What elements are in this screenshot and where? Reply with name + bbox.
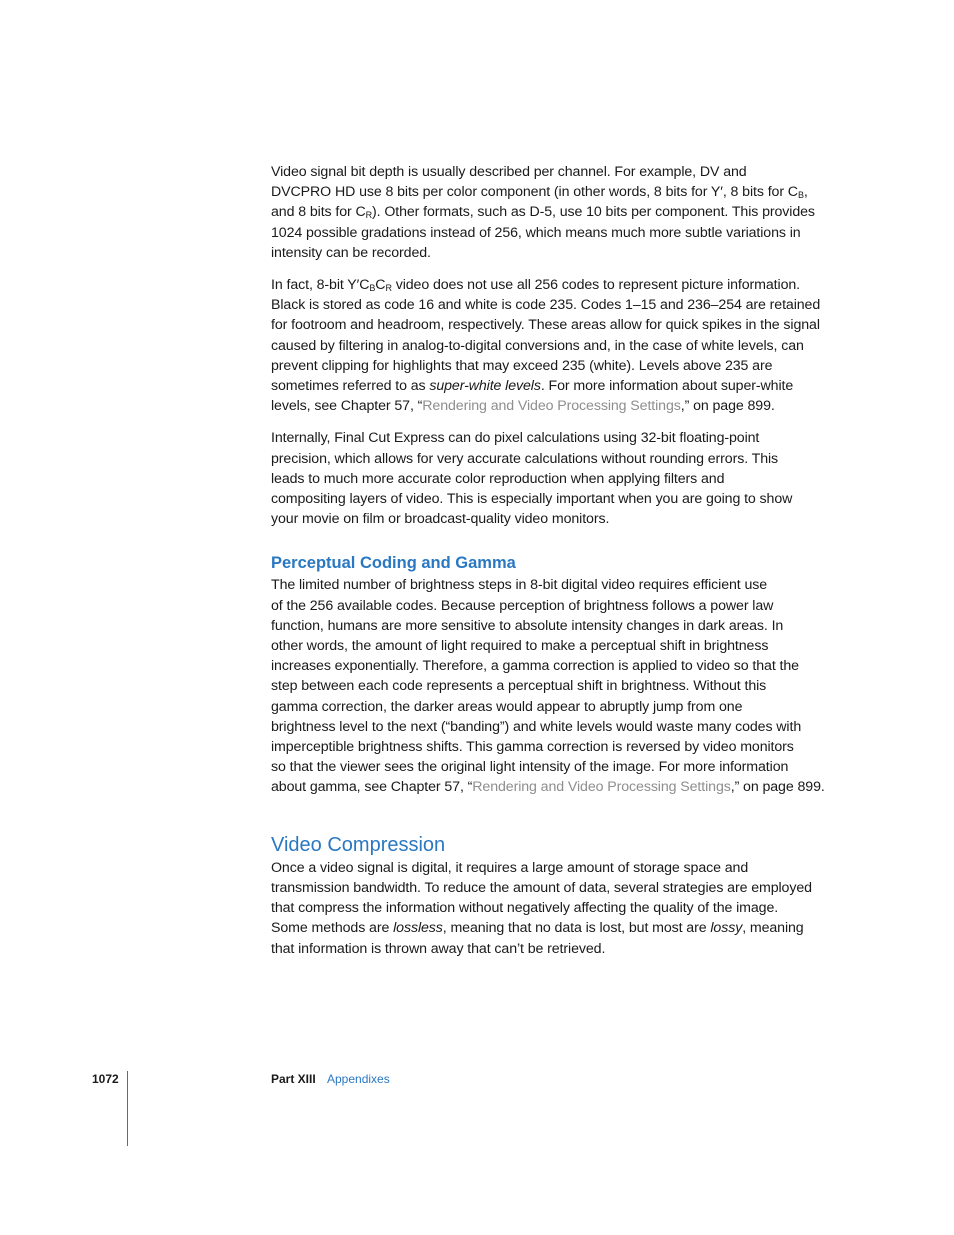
cross-reference-link[interactable]: Rendering and Video Processing Settings <box>422 398 681 415</box>
footer-divider <box>127 1071 128 1146</box>
text-span: . For more information about super-white <box>540 378 794 395</box>
text-span: levels, see Chapter 57, “ <box>271 398 423 415</box>
text-span: Some methods are <box>271 920 394 937</box>
paragraph-floating-point <box>271 428 831 529</box>
text-span: In fact, 8-bit Y′C <box>271 277 370 294</box>
text-line: Internally, Final Cut Express can do pixel calculations using 32-bit floating-point <box>271 430 760 447</box>
text-line: step between each code represents a perceptual shift in brightness. Without this <box>271 678 767 695</box>
text-span: C <box>375 277 386 294</box>
text-span: ,” on page 899. <box>730 779 825 796</box>
text-line <box>271 918 831 938</box>
text-line <box>271 202 831 222</box>
text-span: DVCPRO HD use 8 bits per color component (in other words, 8 bits for Y′, 8 bits for C <box>271 184 798 201</box>
emphasis-term: lossless <box>393 920 443 937</box>
text-span: ). Other formats, such as D-5, use 10 bits per component. This provides <box>372 204 815 221</box>
subscript: R <box>365 210 373 221</box>
text-line: precision, which allows for very accurate calculations without rounding errors. This <box>271 450 779 467</box>
text-line <box>271 396 831 416</box>
emphasis-term: super-white levels <box>429 378 541 395</box>
text-line <box>271 275 831 295</box>
paragraph-8bit-codes <box>271 275 831 416</box>
text-line: of the 256 available codes. Because perception of brightness follows a power law <box>271 597 774 614</box>
subscript: B <box>797 190 804 201</box>
text-line: function, humans are more sensitive to absolute intensity changes in dark areas. In <box>271 617 784 634</box>
text-span: about gamma, see Chapter 57, “ <box>271 779 473 796</box>
subheading-perceptual-coding: Perceptual Coding and Gamma <box>271 554 516 573</box>
text-span: video does not use all 256 codes to represent picture information. <box>391 277 800 294</box>
text-span: sometimes referred to as <box>271 378 430 395</box>
heading-video-compression: Video Compression <box>271 833 446 856</box>
footer-part-label: Part XIII <box>271 1072 316 1086</box>
text-line: imperceptible brightness shifts. This gamma correction is reversed by video monitors <box>271 739 794 756</box>
text-line: your movie on film or broadcast-quality video monitors. <box>271 511 610 528</box>
text-line: that information is thrown away that can’t be retrieved. <box>271 940 606 957</box>
paragraph-bit-depth <box>271 162 831 263</box>
paragraph-compression <box>271 858 831 959</box>
text-line: Video signal bit depth is usually described per channel. For example, DV and <box>271 164 747 180</box>
text-line: that compress the information without negatively affecting the quality of the image. <box>271 900 779 917</box>
emphasis-term: lossy <box>710 920 743 937</box>
text-line: intensity can be recorded. <box>271 244 431 261</box>
cross-reference-link[interactable]: Rendering and Video Processing Settings <box>472 779 731 796</box>
text-line: transmission bandwidth. To reduce the amount of data, several strategies are employed <box>271 879 812 896</box>
text-line: so that the viewer sees the original light intensity of the image. For more information <box>271 759 789 776</box>
text-line: Once a video signal is digital, it requires a large amount of storage space and <box>271 859 749 876</box>
page-body <box>271 162 831 971</box>
subscript: R <box>385 283 392 294</box>
page-number: 1072 <box>92 1072 119 1086</box>
text-line: for footroom and headroom, respectively. These areas allow for quick spikes in the signal <box>271 317 820 334</box>
text-span: , meaning <box>742 920 804 937</box>
text-span: and 8 bits for C <box>271 204 366 221</box>
text-line: prevent clipping for highlights that may exceed 235 (white). Levels above 235 are <box>271 357 773 374</box>
subscript: B <box>369 283 376 294</box>
text-line: The limited number of brightness steps in 8-bit digital video requires efficient use <box>271 577 768 594</box>
text-line: caused by filtering in analog-to-digital conversions and, in the case of white levels, can <box>271 337 804 354</box>
text-line: brightness level to the next (“banding”) and white levels would waste many codes with <box>271 718 802 735</box>
footer-section-label: Appendixes <box>327 1072 390 1086</box>
text-line: compositing layers of video. This is especially important when you are going to show <box>271 491 793 508</box>
paragraph-gamma <box>271 575 831 797</box>
text-line: Black is stored as code 16 and white is code 235. Codes 1–15 and 236–254 are retained <box>271 297 821 314</box>
text-line <box>271 182 831 202</box>
text-line: leads to much more accurate color reproduction when applying filters and <box>271 470 725 487</box>
text-line <box>271 376 831 396</box>
text-line: gamma correction, the darker areas would appear to abruptly jump from one <box>271 698 743 715</box>
text-line: other words, the amount of light required to make a perceptual shift in brightness <box>271 638 769 655</box>
text-span: ,” on page 899. <box>680 398 775 415</box>
text-span: , <box>803 184 808 201</box>
text-line <box>271 777 831 797</box>
text-line: 1024 possible gradations instead of 256, which means much more subtle variations in <box>271 224 801 241</box>
text-line: increases exponentially. Therefore, a gamma correction is applied to video so that the <box>271 658 799 675</box>
text-span: , meaning that no data is lost, but most are <box>442 920 711 937</box>
